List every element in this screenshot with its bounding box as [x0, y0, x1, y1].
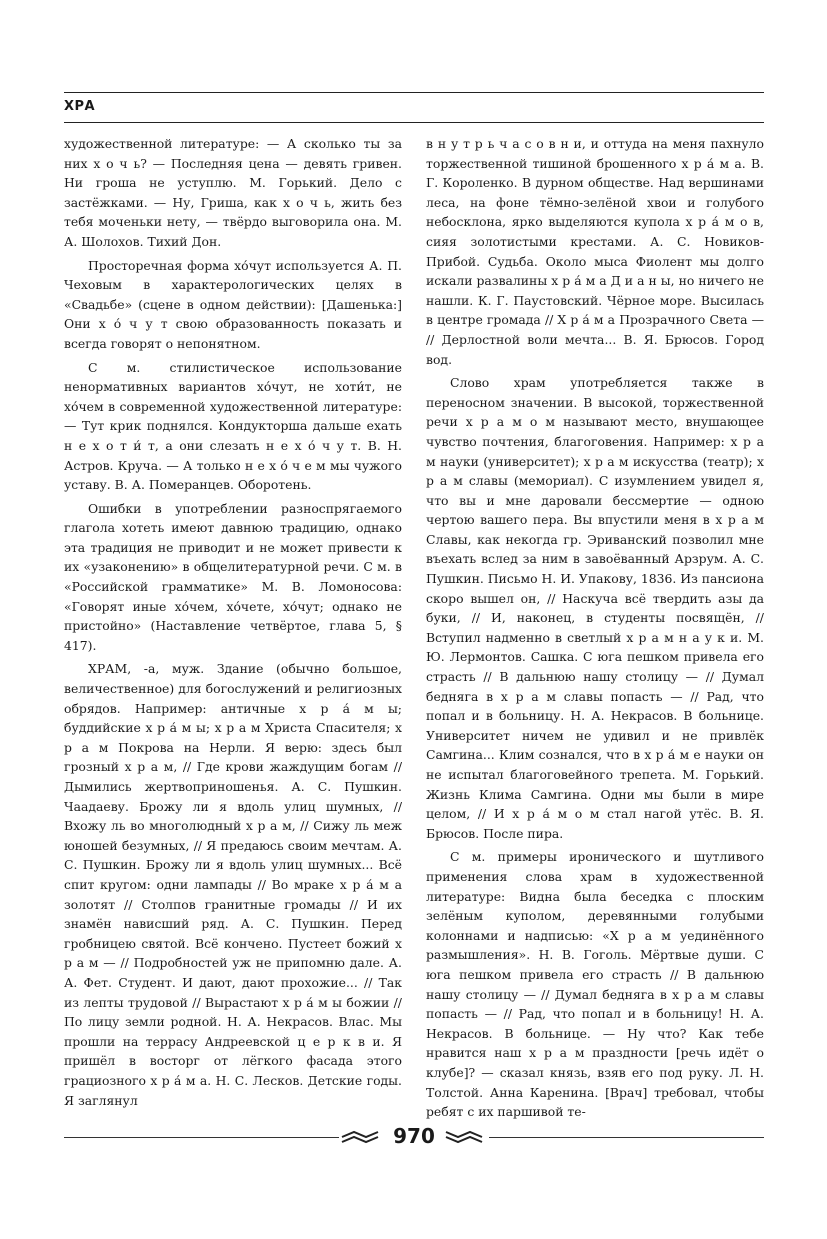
footer-rule-right: [489, 1137, 764, 1138]
paragraph: Просторечная форма хо́чут используется А. П. Чеховым в характерологических целях в «Свадьбе» (сцене в одном действии): [Дашенька:] Они х о́ ч у т свою образованность показать и всегда говорят о непонятном.: [64, 257, 402, 351]
page-footer: [64, 1122, 764, 1152]
paragraph: Слово храм употребляется также в переносном значении. В высокой, торжественной речи х р а м о м называют место, внушающее чувство почтения, благоговения. Например: х р а м науки (университет); х р а м искусства (театр); х р а м славы (мемориал). С изумлением увидел я, что вы и мне даровали бессмертие — одною чертою вашего пера. Вы впустили меня в х р а м Славы, как некогда гр. Эриванский позволил мне въехать вслед за ним в завоёванный Арзрум. А. С. Пушкин. Письмо Н. И. Упакову, 1836. Из пансиона скоро вышел он, // Наскуча всё твердить азы да буки, // И, наконец, в студенты посвящён, // Вступил надменно в светлый х р а м н а у к и. М. Ю. Лермонтов. Сашка. С юга пешком привела его страсть // В дальнюю нашу столицу — // Думал бедняга в х р а м славы попасть — // Рад, что попал и в больницу. Н. А. Некрасов. В больнице. Университет ничем не удивил и не привлёк Самгина... Клим сознался, что в х р а́ м е науки он не испытал благоговейного трепета. М. Горький. Жизнь Клима Самгина. Одни мы были в мире целом, // И х р а́ м о м стал нагой утёс. В. Я. Брюсов. После пира.: [426, 375, 764, 841]
paragraph: С м. примеры иронического и шутливого применения слова храм в художественной литературе: Видна была беседка с плоским зелёным куполом, деревянными голубыми колоннами и надписью: «Х р а м уединённого размышления». Н. В. Гоголь. Мёртвые души. С юга пешком привела его страсть // В дальнюю нашу столицу — // Думал бедняга в х р а м славы попасть — // Рад, что попал и в больницу! Н. А. Некрасов. В больнице. — Ну что? Как тебе нравится наш х р а м праздности [речь идёт о клубе]? — сказал князь, взяв его под руку. Л. Н. Толстой. Анна Каренина. [Врач] требовал, чтобы ребят с их паршивой те-: [426, 849, 764, 1120]
paragraph: Ошибки в употреблении разноспрягаемого глагола хотеть имеют давнюю традицию, однако эта традиция не приводит и не может привести к их «узаконению» в общелитературной речи. С м. в «Российской грамматике» М. В. Ломоносова: «Говорят иные хо́чем, хо́чете, хо́чут; однако не пристойно» (Наставление четвёртое, глава 5, § 417).: [64, 500, 402, 653]
ornament-left-icon: [340, 1128, 380, 1146]
right-column: [426, 134, 764, 1126]
page-number: 970: [393, 1124, 435, 1148]
paragraph: художественной литературе: — А сколько ты за них х о ч ь? — Последняя цена — девять гривен. Ни гроша не уступлю. М. Горький. Дело с застёжками. — Ну, Гриша, как х о ч ь, жить без тебя моченьки нету, — твёрдо выговорила она. М. А. Шолохов. Тихий Дон.: [64, 136, 402, 249]
page-header: [64, 92, 764, 114]
header-rule: [64, 122, 764, 123]
paragraph: в н у т р ь ч а с о в н и, и оттуда на меня пахнуло торжественной тишиной брошенного х р а́ м а. В. Г. Короленко. В дурном обществе. Над вершинами леса, на фоне тёмно-зелёной хвои и голубого небосклона, ярко выделяются купола х р а́ м о в, сияя золотистыми крестами. А. С. Новиков-Прибой. Судьба. Около мыса Фиолент мы долго искали развалины х р а́ м а Д и а н ы, но ничего не нашли. К. Г. Паустовский. Чёрное море. Высилась в центре громада // Х р а́ м а Прозрачного Света — // Дерлостной воли мечта... В. Я. Брюсов. Город вод.: [426, 136, 764, 367]
ornament-right-icon: [444, 1128, 484, 1146]
dictionary-entry-hram: ХРАМ, -а, муж. Здание (обычно большое, величественное) для богослужений и религиозных обрядов. Например: античные х р а́ м ы; буддийские х р а́ м ы; х р а м Христа Спасителя; х р а м Покрова на Нерли. Я верю: здесь был грозный х р а м, // Где крови жаждущим богам // Дымились жертвоприношенья. А. С. Пушкин. Чаадаеву. Брожу ли я вдоль улиц шумных, // Вхожу ль во многолюдный х р а м, // Сижу ль меж юношей безумных, // Я предаюсь своим мечтам. А. С. Пушкин. Брожу ли я вдоль улиц шумных... Всё спит кругом: одни лампады // Во мраке х р а́ м а золотят // Столпов гранитные громады // И их знамён нависший ряд. А. С. Пушкин. Перед гробницею святой. Всё кончено. Пустеет божий х р а м — // Подробностей уж не припомню дале. А. А. Фет. Студент. И дают, дают прохожие... // Так из лепты трудовой // Вырастают х р а́ м ы божии // По лицу земли родной. Н. А. Некрасов. Влас. Мы прошли на террасу Андреевской ц е р к в и. Я пришёл в восторг от лёгкого фасада этого грациозного х р а́ м а. Н. С. Лесков. Детские годы. Я заглянул: [64, 661, 402, 1108]
left-column: [64, 134, 402, 1114]
footer-rule-left: [64, 1137, 339, 1138]
paragraph: С м. стилистическое использование ненормативных вариантов хо́чут, не хоти́т, не хо́чем в современной художественной литературе: — Тут крик поднялся. Кондукторша дальше ехать н е х о т и́ т, а они слезать н е х о́ ч у т. В. Н. Астров. Круча. — А только н е х о́ ч е м мы чужого уставу. В. А. Померанцев. Оборотень.: [64, 359, 402, 493]
running-head: ХРА: [64, 99, 96, 114]
